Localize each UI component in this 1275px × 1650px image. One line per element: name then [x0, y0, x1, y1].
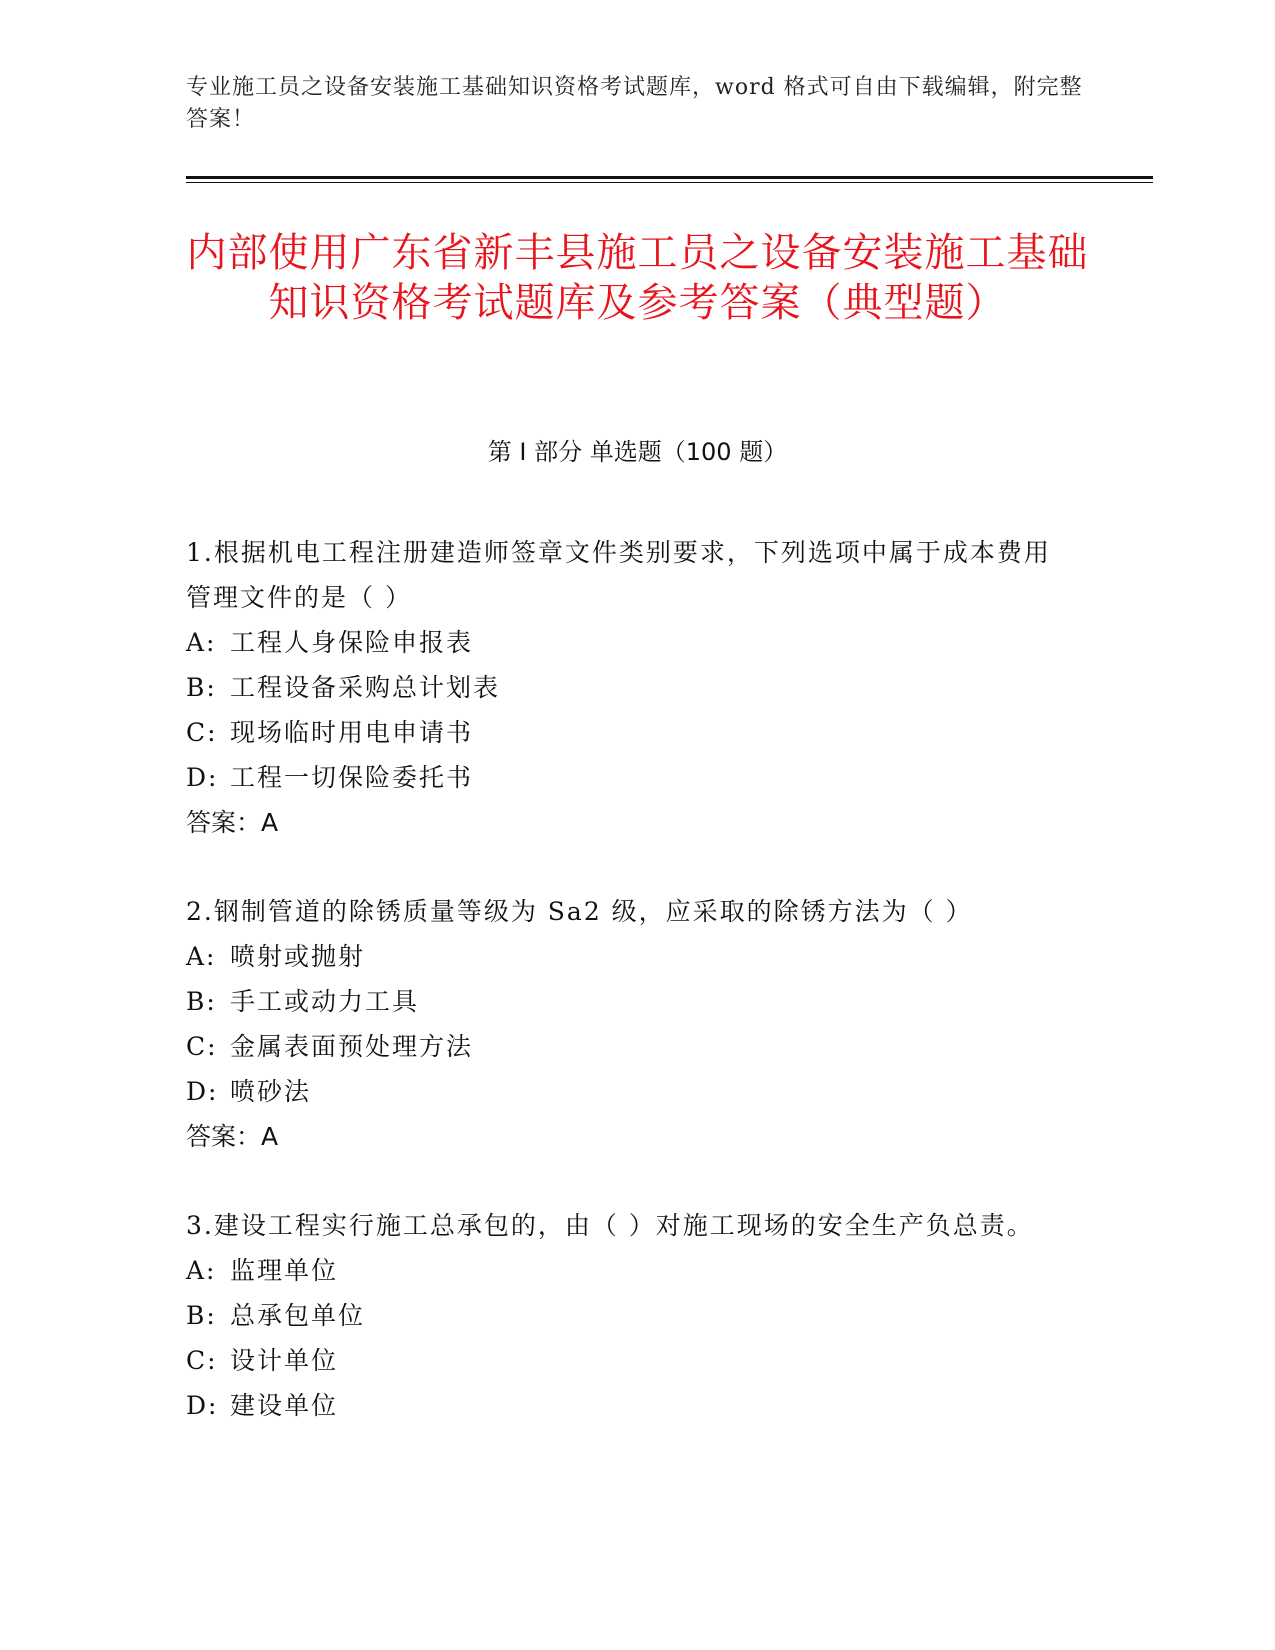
- document-title: 内部使用广东省新丰县施工员之设备安装施工基础知识资格考试题库及参考答案（典型题）: [186, 230, 1089, 326]
- option-c: [186, 1024, 1066, 1069]
- option-a: [186, 934, 1066, 979]
- option-letter: A:: [186, 628, 217, 657]
- option-letter: B:: [186, 987, 217, 1016]
- option-c: [186, 710, 1066, 755]
- option-text: 现场临时用电申请书: [230, 718, 474, 747]
- option-text: 喷射或抛射: [230, 942, 366, 971]
- option-letter: C:: [186, 1032, 218, 1061]
- option-letter: D:: [186, 1391, 219, 1420]
- option-text: 建设单位: [230, 1391, 339, 1420]
- option-letter: D:: [186, 763, 219, 792]
- option-letter: B:: [186, 1301, 217, 1330]
- option-letter: C:: [186, 718, 218, 747]
- section-title: 第 I 部分 单选题（100 题）: [487, 438, 788, 466]
- option-text: 手工或动力工具: [230, 987, 420, 1016]
- option-text: 工程人身保险申报表: [230, 628, 474, 657]
- option-text: 金属表面预处理方法: [230, 1032, 474, 1061]
- option-letter: C:: [186, 1346, 218, 1375]
- option-b: [186, 665, 1066, 710]
- question-3: [186, 1203, 1066, 1428]
- option-b: [186, 979, 1066, 1024]
- question-stem: 2.钢制管道的除锈质量等级为 Sa2 级，应采取的除锈方法为（ ）: [186, 897, 973, 926]
- answer-line: 答案：A: [186, 1122, 279, 1151]
- question-2: [186, 889, 1066, 1159]
- option-text: 监理单位: [230, 1256, 339, 1285]
- option-c: [186, 1338, 1066, 1383]
- option-a: [186, 1248, 1066, 1293]
- option-letter: A:: [186, 942, 217, 971]
- option-text: 喷砂法: [230, 1077, 312, 1106]
- option-letter: A:: [186, 1256, 217, 1285]
- answer-line: 答案：A: [186, 808, 279, 837]
- question-1: [186, 530, 1066, 845]
- option-text: 工程设备采购总计划表: [230, 673, 501, 702]
- header-divider-thin: [186, 182, 1153, 183]
- option-letter: D:: [186, 1077, 219, 1106]
- option-text: 设计单位: [230, 1346, 339, 1375]
- question-stem: 3.建设工程实行施工总承包的，由（ ）对施工现场的安全生产负总责。: [186, 1211, 1034, 1240]
- option-letter: B:: [186, 673, 217, 702]
- header-note: 专业施工员之设备安装施工基础知识资格考试题库，word 格式可自由下载编辑，附完整答案！: [186, 75, 1083, 132]
- option-d: [186, 755, 1066, 800]
- question-stem: 1.根据机电工程注册建造师签章文件类别要求，下列选项中属于成本费用管理文件的是（ ）: [186, 538, 1051, 612]
- header-divider-thick: [186, 176, 1153, 179]
- option-a: [186, 620, 1066, 665]
- option-d: [186, 1069, 1066, 1114]
- option-b: [186, 1293, 1066, 1338]
- option-d: [186, 1383, 1066, 1428]
- option-text: 工程一切保险委托书: [230, 763, 474, 792]
- option-text: 总承包单位: [230, 1301, 366, 1330]
- question-list: [186, 530, 1066, 1472]
